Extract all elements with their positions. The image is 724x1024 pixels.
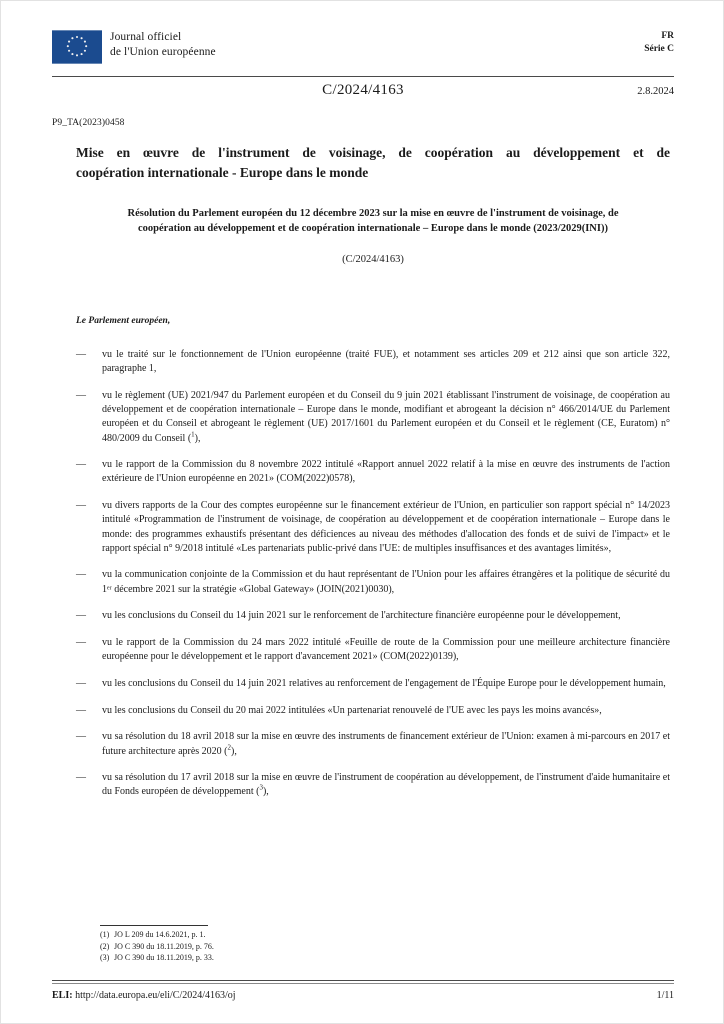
recital-dash: — [76, 349, 86, 360]
resolution-code: (C/2024/4163) [342, 254, 404, 265]
footnote-ref: 3 [259, 784, 263, 793]
footnote-text: JO C 390 du 18.11.2019, p. 33. [114, 953, 214, 963]
footer-divider-thin [52, 983, 674, 984]
recital-text-tail: ), [194, 432, 201, 444]
footnote-ref: 2 [227, 743, 231, 752]
recital-dash: — [76, 459, 86, 471]
recital-item [76, 609, 670, 623]
resolution-subtitle-line2: coopération au développement et de coopération internationale – Europe dans le monde (2023/2029(INI)) [138, 223, 608, 234]
publication-date: 2.8.2024 [637, 86, 674, 97]
recital-text [102, 771, 670, 799]
resolution-subtitle [76, 206, 670, 236]
series-label: Série C [644, 44, 674, 54]
recital-item [76, 636, 670, 664]
footnote-item [100, 929, 660, 941]
recital-dash: — [76, 569, 86, 581]
eli-url[interactable]: http://data.europa.eu/eli/C/2024/4163/oj [75, 990, 236, 1001]
recital-item [76, 677, 670, 691]
eu-flag-svg [52, 30, 102, 64]
recital-text-main: vu le règlement (UE) 2021/947 du Parlement européen et du Conseil du 9 juin 2021 établissant l'instrument de voisinage, de coopération au développement et de coopération internationale – Europe dans le monde, modifiant et abrogeant la décision n° 466/2014/UE du Parlement européen et du Conseil et abrogeant le règlement (UE) 2017/1601 du Parlement européen et du Conseil et le règlement (CE, Euratom) n° 480/2009 du Conseil ( [102, 389, 670, 444]
journal-title [110, 30, 216, 60]
recital-dash: — [76, 610, 86, 622]
recital-dash: — [76, 500, 86, 512]
recital-dash: — [76, 704, 86, 716]
reference-code: P9_TA(2023)0458 [52, 118, 125, 128]
recital-item [76, 771, 670, 799]
recital-item [76, 568, 670, 596]
recital-item [76, 389, 670, 446]
language-code: FR [661, 31, 674, 41]
footnote-marker: (1) [100, 930, 110, 939]
recital-dash: — [76, 731, 86, 743]
page-content [48, 0, 676, 1024]
eu-flag-icon [52, 30, 102, 64]
language-series-block [644, 30, 674, 56]
recital-text: vu les conclusions du Conseil du 20 mai 2022 intitulées «Un partenariat renouvelé de l'UE avec les pays les moins avancés», [102, 704, 602, 716]
recital-item [76, 458, 670, 486]
recital-text: vu les conclusions du Conseil du 14 juin 2021 sur le renforcement de l'architecture financière européenne pour le développement, [102, 610, 621, 622]
recital-text: vu les conclusions du Conseil du 14 juin 2021 relatives au renforcement de l'engagement de l'Équipe Europe pour le développement humain, [102, 677, 666, 689]
recital-item [76, 348, 670, 376]
recital-dash: — [76, 389, 86, 401]
recital-dash: — [76, 637, 86, 649]
recital-text-tail: ), [231, 745, 237, 757]
page-title [76, 143, 670, 183]
eli-identifier [52, 990, 236, 1001]
page-number: 1/11 [656, 990, 674, 1001]
footnote-item [100, 952, 660, 964]
recital-text-tail: ), [262, 786, 269, 798]
footnotes-list [100, 929, 660, 964]
recital-dash: — [76, 677, 86, 689]
journal-title-line1: Journal officiel [110, 31, 182, 43]
journal-title-line2: de l'Union européenne [110, 46, 216, 58]
page-title-line1: Mise en œuvre de l'instrument de voisinage, de coopération au développement et de [76, 145, 670, 160]
footnote-marker: (2) [100, 941, 110, 951]
header-divider [52, 76, 674, 77]
footnote-item [100, 941, 660, 953]
recital-text: vu la communication conjointe de la Commission et du haut représentant de l'Union pour les affaires étrangères et la politique de sécurité du 1ᵉʳ décembre 2021 sur la stratégie «Global Gateway» (JOIN(2021)0030), [102, 569, 670, 595]
preamble-text: Le Parlement européen, [76, 316, 171, 326]
document-id-row [52, 82, 674, 106]
footnote-text: JO C 390 du 18.11.2019, p. 76. [114, 941, 214, 951]
recital-text: vu le rapport de la Commission du 8 novembre 2022 intitulé «Rapport annuel 2022 relatif à la mise en œuvre des instruments de l'action extérieure de l'Union européenne en 2021» (COM(2022)0578), [102, 459, 670, 485]
page-footer [52, 990, 674, 1006]
recital-text: vu le traité sur le fonctionnement de l'Union européenne (traité FUE), et notamment ses articles 209 et 212 ainsi que son article 322, paragraphe 1, [102, 349, 670, 375]
masthead [48, 0, 676, 74]
footer-divider-thick [52, 980, 674, 981]
recital-item [76, 499, 670, 556]
recital-text [102, 730, 670, 758]
recital-text: vu le rapport de la Commission du 24 mars 2022 intitulé «Feuille de route de la Commission pour une meilleure architecture financière européenne pour le développement et le rapport d'avancement 2021» (COM(2022)0139), [102, 637, 670, 663]
resolution-subtitle-line1: Résolution du Parlement européen du 12 décembre 2023 sur la mise en œuvre de l'instrument de voisinage, de [127, 208, 619, 219]
document-id: C/2024/4163 [322, 82, 404, 98]
recital-text-main: vu sa résolution du 17 avril 2018 sur la mise en œuvre de l'instrument de coopération au développement, de l'instrument d'aide humanitaire et du Fonds européen de développement ( [102, 772, 670, 798]
recital-dash: — [76, 772, 86, 784]
recital-text: vu divers rapports de la Cour des comptes européenne sur le financement extérieur de l'Union, en particulier son rapport spécial n° 14/2023 intitulé «Programmation de l'instrument de voisinage, de coopération au développement et de coopération internationale – Europe dans le monde: des programmes exhaustifs présentant des déficiences au niveau des méthodes d'allocation des fonds et de suivi de l'impact» et le rapport spécial n° 9/2018 intitulé «Les partenariats public-privé dans l'UE: de multiples insuffisances et des avantages limités», [102, 500, 670, 554]
recital-item [76, 704, 670, 718]
recital-text-main: vu sa résolution du 18 avril 2018 sur la mise en œuvre des instruments de financement extérieur de l'Union: examen à mi-parcours en 2017 et future architecture après 2020 ( [102, 731, 670, 757]
recital-item [76, 730, 670, 758]
footnote-marker: (3) [100, 953, 110, 963]
recital-text [102, 389, 670, 446]
footnote-ref: 1 [191, 430, 195, 439]
page-title-line2: coopération internationale - Europe dans le monde [76, 165, 369, 180]
recitals-list [76, 348, 670, 812]
footnote-text: JO L 209 du 14.6.2021, p. 1. [114, 930, 206, 939]
eli-label: ELI: [52, 990, 73, 1001]
footnote-divider [100, 925, 208, 926]
